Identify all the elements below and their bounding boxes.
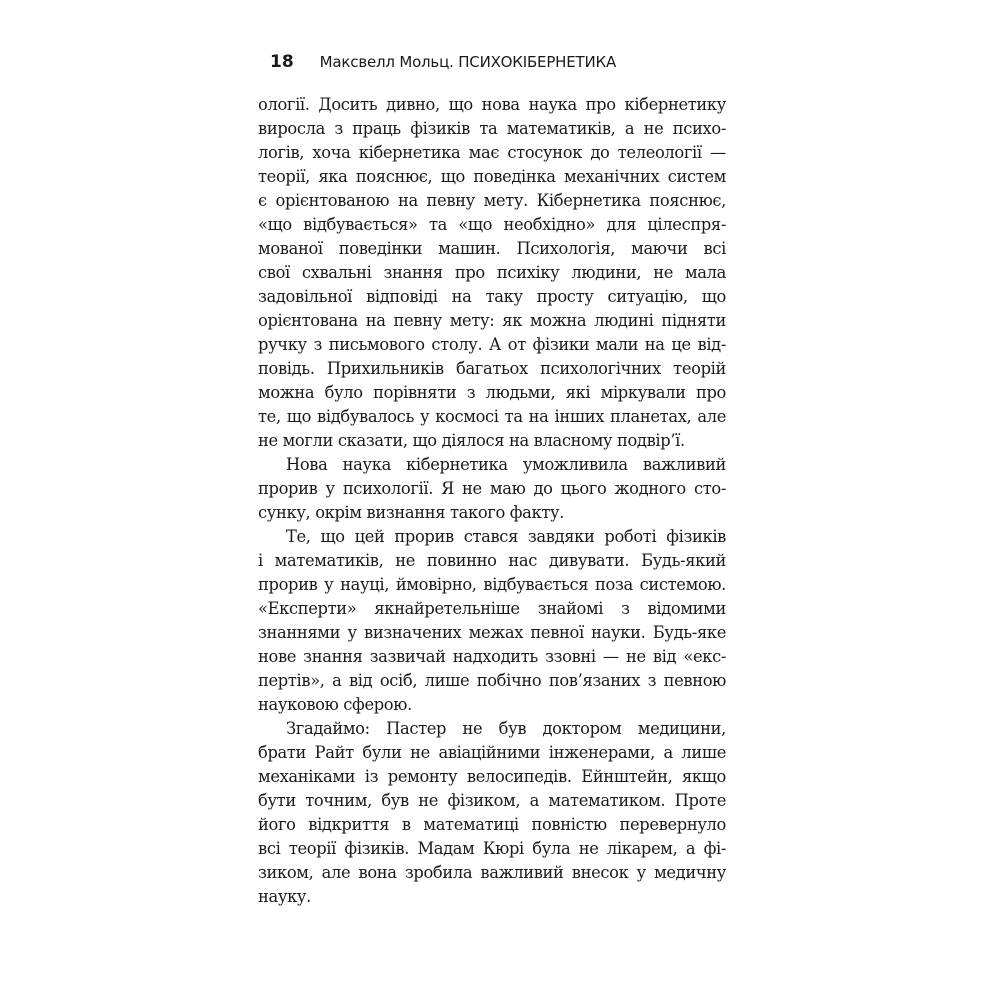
paragraph-1 [258,93,726,453]
text-line: науковою сферою. [258,695,412,714]
text-line: ології. Досить дивно, що нова наука про кібернетику [258,95,726,114]
text-line: повідь. Прихильників багатьох психологічних теорій [258,359,726,378]
text-line: теорії, яка пояснює, що поведінка механічних систем [258,167,726,186]
text-line: «що відбувається» та «що необхідно» для цілеспря- [258,215,726,234]
text-line: виросла з праць фізиків та математиків, а не психо- [258,119,726,138]
text-line: його відкриття в математиці повністю перевернуло [258,815,726,834]
text-line: бути точним, був не фізиком, а математиком. Проте [258,791,726,810]
text-line: задовільної відповіді на таку просту ситуацію, що [258,287,726,306]
page-number: 18 [270,52,294,72]
body-text [258,93,726,909]
text-line: нове знання зазвичай надходить ззовні — не від «екс- [258,647,726,666]
running-head [270,52,740,82]
text-line: орієнтована на певну мету: як можна людині підняти [258,311,726,330]
text-line: логів, хоча кібернетика має стосунок до телеології — [258,143,726,162]
text-line: не могли сказати, що діялося на власному подвір’ї. [258,431,685,450]
paragraph-2 [258,453,726,525]
text-line: прорив у науці, ймовірно, відбувається поза системою. [258,575,726,594]
text-line: мованої поведінки машин. Психологія, маючи всі [258,239,726,258]
text-line: ручку з письмового столу. А от фізики мали на це від- [258,335,726,354]
text-line: свої схвальні знання про психіку людини, не мала [258,263,726,282]
text-line: зиком, але вона зробила важливий внесок у медичну [258,863,726,882]
text-line: «Експерти» якнайретельніше знайомі з відомими [258,599,726,618]
text-line: можна було порівняти з людьми, які міркували про [258,383,726,402]
paragraph-3 [258,525,726,717]
text-line: пертів», а від осіб, лише побічно пов’язаних з певною [258,671,726,690]
text-line: Те, що цей прорив стався завдяки роботі фізиків [286,527,726,546]
text-line: прорив у психології. Я не маю до цього жодного сто- [258,479,726,498]
paragraph-4 [258,717,726,909]
text-line: брати Райт були не авіаційними інженерами, а лише [258,743,726,762]
text-line: знаннями у визначених межах певної науки. Будь-яке [258,623,726,642]
text-line: і математиків, не повинно нас дивувати. Будь-який [258,551,726,570]
text-line: Згадаймо: Пастер не був доктором медицини, [286,719,726,738]
text-line: Нова наука кібернетика уможливила важливий [286,455,726,474]
text-line: всі теорії фізиків. Мадам Кюрі була не лікарем, а фі- [258,839,726,858]
text-line: науку. [258,887,311,906]
running-title: Максвелл Мольц. ПСИХОКІБЕРНЕТИКА [319,53,617,71]
text-line: те, що відбувалось у космосі та на інших планетах, але [258,407,726,426]
text-line: є орієнтованою на певну мету. Кібернетика пояснює, [258,191,726,210]
text-line: механіками із ремонту велосипедів. Ейнштейн, якщо [258,767,726,786]
text-line: сунку, окрім визнання такого факту. [258,503,565,522]
